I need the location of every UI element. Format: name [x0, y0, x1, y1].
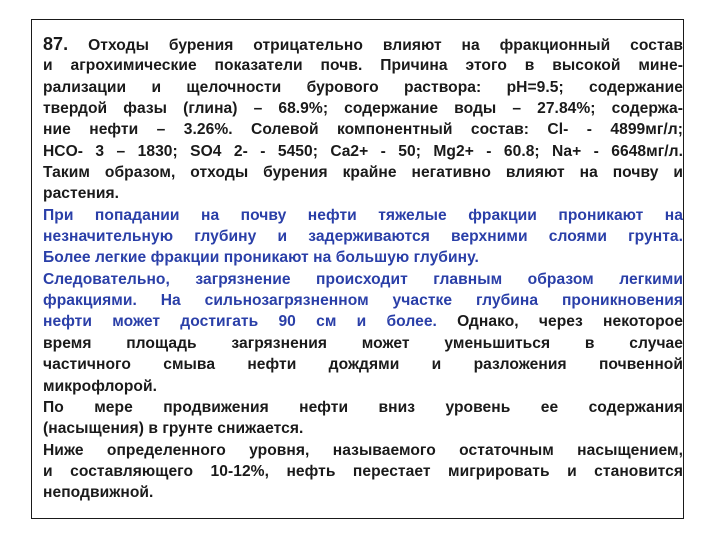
text-line: [43, 226, 683, 247]
text-line: [43, 376, 683, 397]
text-line: [43, 55, 683, 76]
text-line: [43, 205, 683, 226]
text-line: [43, 269, 683, 290]
text-segment: микрофлорой.: [43, 377, 158, 395]
text-segment: время площадь загрязнения может уменьшиться в случае: [43, 334, 683, 352]
text-line: [43, 183, 683, 204]
text-segment: частичного смыва нефти дождями и разложения почвенной: [43, 356, 683, 374]
text-segment: Ниже определенного уровня, называемого остаточным насыщением,: [43, 441, 683, 459]
text-segment: рализации и щелочности бурового раствора: рН=9.5; содержание: [43, 78, 683, 96]
text-segment: При попадании на почву нефти тяжелые фракции проникают на: [43, 206, 683, 224]
text-segment: фракциями. На сильнозагрязненном участке глубина проникновения: [43, 292, 683, 310]
text-line: [43, 418, 683, 439]
text-segment: неподвижной.: [43, 484, 154, 502]
text-line: [43, 290, 683, 311]
text-segment: Следовательно, загрязнение происходит главным образом легкими: [43, 270, 683, 288]
text-segment: ние нефти – 3.26%. Солевой компонентный состав: Cl- - 4899мг/л;: [43, 121, 683, 139]
text-segment: Однако, через некоторое: [436, 313, 683, 331]
text-line: [43, 77, 683, 98]
text-segment: растения.: [43, 185, 120, 203]
text-segment: HCO- 3 – 1830; SO4 2- - 5450; Ca2+ - 50; Mg2+ - 60.8; Na+ - 6648мг/л.: [43, 142, 683, 160]
text-line: [43, 162, 683, 183]
body-text: [43, 34, 683, 504]
text-line: [43, 98, 683, 119]
text-segment: незначительную глубину и задерживаются верхними слоями грунта.: [43, 228, 683, 246]
text-line: [43, 397, 683, 418]
text-segment: Отходы бурения отрицательно влияют на фракционный состав: [88, 37, 683, 54]
text-line: [43, 461, 683, 482]
text-line: [43, 440, 683, 461]
page-number: 87.: [43, 34, 69, 54]
text-line: [43, 333, 683, 354]
text-segment: Более легкие фракции проникают на большую глубину.: [43, 249, 479, 267]
text-segment: По мере продвижения нефти вниз уровень ее содержания: [43, 398, 683, 416]
text-line: [43, 247, 683, 268]
text-segment: Таким образом, отходы бурения крайне негативно влияют на почву и: [43, 164, 683, 182]
text-segment: и составляющего 10-12%, нефть перестает мигрировать и становится: [43, 462, 683, 480]
text-line: [43, 141, 683, 162]
text-segment: (насыщения) в грунте снижается.: [43, 420, 304, 438]
text-line: [43, 482, 683, 503]
text-line: [43, 354, 683, 375]
text-line: [43, 311, 683, 332]
text-segment: твердой фазы (глина) – 68.9%; содержание воды – 27.84%; содержа-: [43, 100, 683, 118]
text-segment: и агрохимические показатели почв. Причина этого в высокой мине-: [43, 57, 683, 75]
text-line: [43, 119, 683, 140]
text-line: [43, 34, 683, 55]
text-segment: нефти может достигать 90 см и более.: [43, 313, 437, 331]
